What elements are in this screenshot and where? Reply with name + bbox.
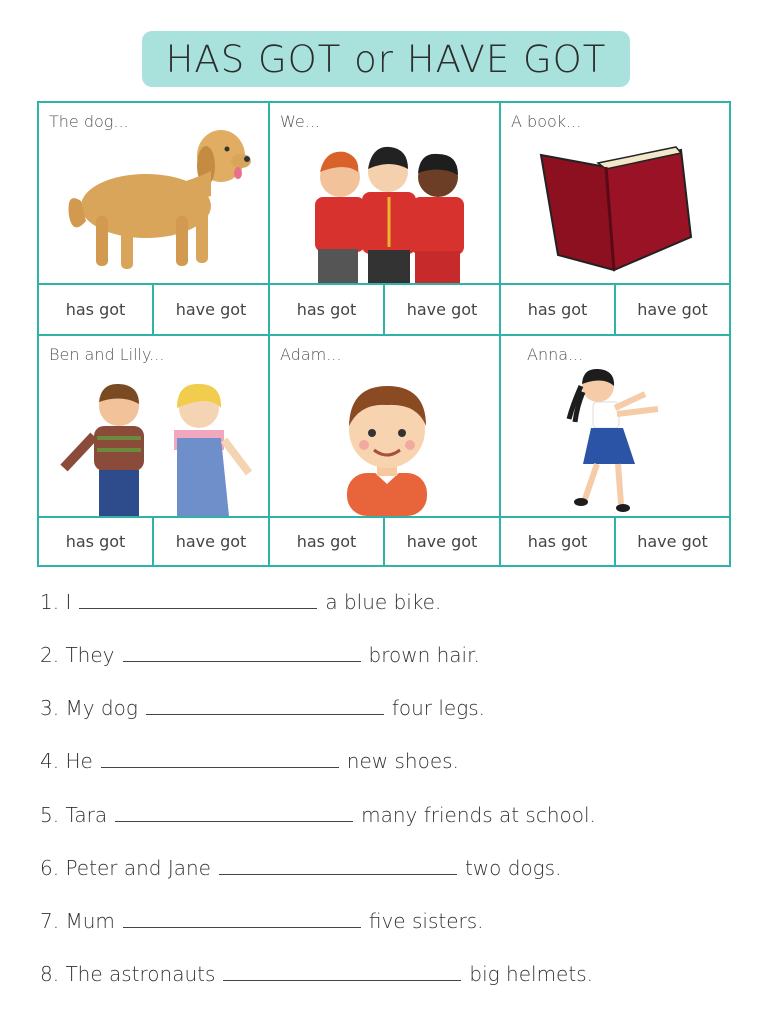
card-dog xyxy=(39,103,270,285)
dog-illustration xyxy=(61,121,251,276)
option-have-got[interactable]: have got xyxy=(385,518,501,565)
boy-portrait-illustration xyxy=(322,378,452,516)
page-title: HAS GOT or HAVE GOT xyxy=(165,37,607,81)
card-label: The dog... xyxy=(49,112,129,131)
sentence-8 xyxy=(40,962,593,986)
answer-blank[interactable] xyxy=(123,913,361,928)
sentence-number: 8. xyxy=(40,962,60,986)
option-has-got[interactable]: has got xyxy=(270,285,385,336)
three-kids-illustration xyxy=(290,137,485,283)
sentence-subject: Tara xyxy=(65,803,108,827)
sentence-subject: Mum xyxy=(65,909,115,933)
answer-blank[interactable] xyxy=(146,700,384,715)
card-anna xyxy=(501,336,729,518)
sentence-ending: a blue bike. xyxy=(325,590,442,614)
card-ben-and-lilly xyxy=(39,336,270,518)
sentence-6 xyxy=(40,856,561,880)
sentence-2 xyxy=(40,643,480,667)
sentence-4 xyxy=(40,749,459,773)
answer-blank[interactable] xyxy=(115,807,353,822)
option-has-got[interactable]: has got xyxy=(270,518,385,565)
sentence-ending: brown hair. xyxy=(368,643,480,667)
sentence-ending: new shoes. xyxy=(346,749,459,773)
card-we xyxy=(270,103,501,285)
sentence-number: 1. xyxy=(40,590,60,614)
card-label: We... xyxy=(280,112,320,131)
sentence-number: 2. xyxy=(40,643,60,667)
red-book-illustration xyxy=(536,145,696,273)
title-banner xyxy=(142,31,630,87)
sentence-1 xyxy=(40,590,441,614)
option-has-got[interactable]: has got xyxy=(39,518,154,565)
card-adam xyxy=(270,336,501,518)
answer-blank[interactable] xyxy=(219,860,457,875)
option-have-got[interactable]: have got xyxy=(637,532,708,551)
option-has-got[interactable]: has got xyxy=(501,285,616,336)
answer-blank[interactable] xyxy=(123,647,361,662)
sentence-subject: The astronauts xyxy=(65,962,216,986)
sentence-subject: Peter and Jane xyxy=(65,856,211,880)
sentence-ending: many friends at school. xyxy=(361,803,596,827)
option-has-got[interactable]: has got xyxy=(501,518,616,565)
sentence-subject: My dog xyxy=(65,696,138,720)
card-book xyxy=(501,103,729,285)
option-have-got[interactable]: have got xyxy=(154,518,270,565)
option-have-got[interactable]: have got xyxy=(616,285,729,336)
sentence-5 xyxy=(40,803,596,827)
sentence-number: 7. xyxy=(40,909,60,933)
option-have-got[interactable]: have got xyxy=(385,285,501,336)
card-label: A book... xyxy=(511,112,582,131)
answer-blank[interactable] xyxy=(101,753,339,768)
sentence-ending: four legs. xyxy=(391,696,486,720)
sentence-ending: five sisters. xyxy=(368,909,484,933)
card-label: Anna... xyxy=(527,345,584,364)
sentence-number: 5. xyxy=(40,803,60,827)
boy-and-girl-illustration xyxy=(59,378,254,516)
card-label: Ben and Lilly... xyxy=(49,345,165,364)
sentence-ending: two dogs. xyxy=(464,856,562,880)
sentence-subject: I xyxy=(65,590,72,614)
sentence-subject: He xyxy=(65,749,93,773)
sentence-number: 4. xyxy=(40,749,60,773)
sentence-subject: They xyxy=(65,643,115,667)
sentence-ending: big helmets. xyxy=(469,962,593,986)
sentence-number: 3. xyxy=(40,696,60,720)
option-has-got[interactable]: has got xyxy=(39,285,154,336)
sentence-number: 6. xyxy=(40,856,60,880)
answer-blank[interactable] xyxy=(223,966,461,981)
sentence-7 xyxy=(40,909,484,933)
picture-grid xyxy=(37,101,731,567)
option-have-got[interactable]: have got xyxy=(154,285,270,336)
dancing-girl-illustration xyxy=(563,364,673,516)
answer-blank[interactable] xyxy=(79,594,317,609)
sentence-3 xyxy=(40,696,485,720)
card-label: Adam... xyxy=(280,345,342,364)
